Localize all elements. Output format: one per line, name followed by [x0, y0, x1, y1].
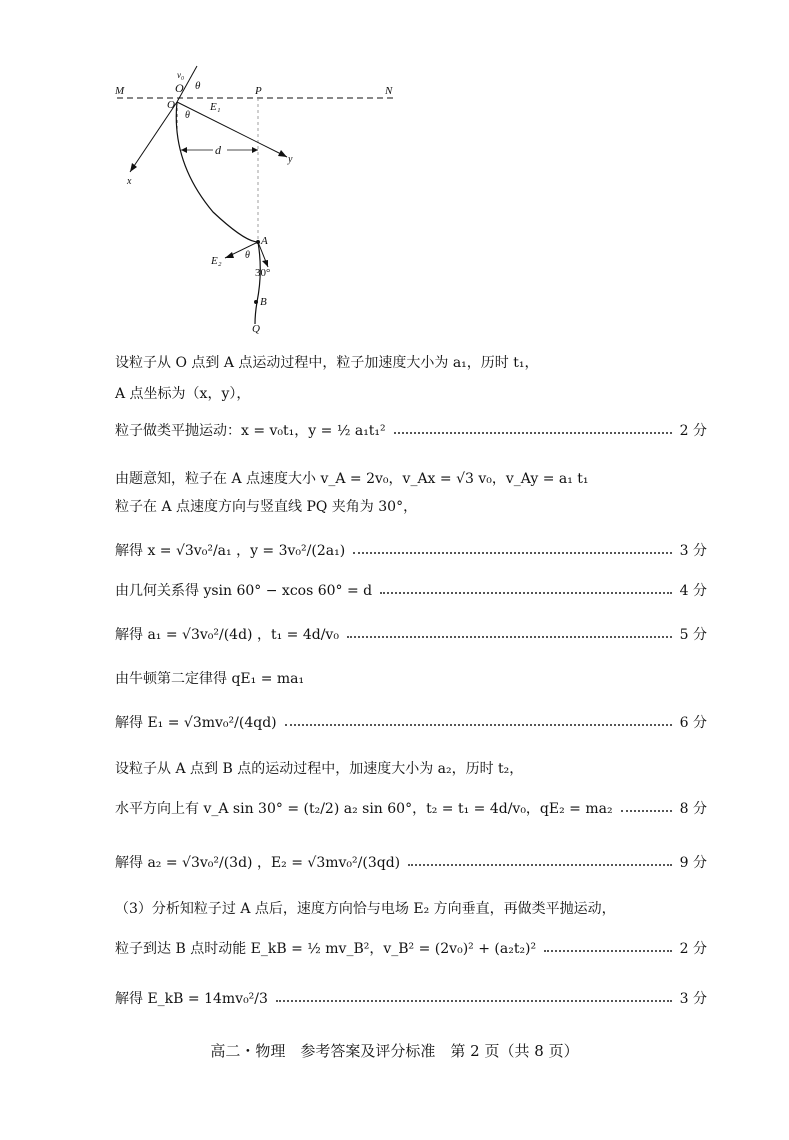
- row-text: 解得 E_kB = 14mv₀²/3: [115, 991, 268, 1007]
- text-line-1: 设粒子从 O 点到 A 点运动过程中，粒子加速度大小为 a₁，历时 t₁，: [115, 355, 539, 371]
- row-text: 解得 a₁ = √3v₀²/(4d) ，t₁ = 4d/v₀: [115, 627, 339, 643]
- dot-leader: [380, 592, 672, 594]
- row-score: 3 分: [679, 991, 707, 1007]
- label-q: Q: [252, 323, 260, 335]
- row-score: 2 分: [679, 941, 707, 957]
- row-text: 由牛顿第二定律得 qE₁ = ma₁: [115, 671, 305, 687]
- row-score: 3 分: [679, 543, 707, 559]
- row-score: 9 分: [679, 855, 707, 871]
- text-line-2: A 点坐标为（x，y），: [115, 386, 251, 402]
- row-text: 粒子做类平抛运动：x = v₀t₁，y = ½ a₁t₁²: [115, 423, 386, 439]
- row-text: 粒子在 A 点速度方向与竖直线 PQ 夹角为 30°，: [115, 499, 418, 515]
- row-score: 8 分: [679, 801, 707, 817]
- trajectory: [176, 102, 258, 242]
- label-p: P: [255, 85, 262, 97]
- row-score: 4 分: [679, 583, 707, 599]
- dot-leader: [408, 864, 672, 866]
- label-x: x: [127, 176, 132, 187]
- row-text: 解得 a₂ = √3v₀²/(3d) ，E₂ = √3mv₀²/(3qd): [115, 855, 401, 871]
- row-score: 5 分: [679, 627, 707, 643]
- label-theta-top: θ: [195, 80, 201, 92]
- solution-row: [115, 900, 707, 918]
- solution-row: [115, 714, 707, 732]
- solution-row: [115, 422, 707, 440]
- row-score: 2 分: [679, 423, 707, 439]
- dot-leader: [544, 950, 672, 952]
- row-text: 粒子到达 B 点时动能 E_kB = ½ mv_B²，v_B² = (2v₀)² + (a₂t₂)²: [115, 941, 537, 957]
- label-v0: v₀: [177, 70, 185, 80]
- label-theta-o: θ: [185, 110, 190, 121]
- row-text: 设粒子从 A 点到 B 点的运动过程中，加速度大小为 a₂，历时 t₂，: [115, 761, 524, 777]
- row-text: 由题意知，粒子在 A 点速度大小 v_A = 2v₀，v_Ax = √3 v₀，v_Ay = a₁ t₁: [115, 471, 589, 487]
- row-text: 解得 x = √3v₀²/a₁ ，y = 3v₀²/(2a₁): [115, 543, 346, 559]
- solution-row: [115, 760, 707, 778]
- label-e2: E₂: [211, 255, 222, 267]
- label-d: d: [215, 143, 221, 157]
- row-text: （3）分析知粒子过 A 点后，速度方向恰与电场 E₂ 方向垂直，再做类平抛运动，: [115, 901, 616, 917]
- solution-row: [115, 854, 707, 872]
- label-n: N: [385, 85, 393, 97]
- dot-leader: [276, 1000, 672, 1002]
- dot-leader: [394, 432, 672, 434]
- label-30deg: 30°: [255, 267, 271, 279]
- label-theta-a: θ: [245, 250, 250, 261]
- dot-leader: [353, 552, 671, 554]
- solution-row: [115, 940, 707, 958]
- label-b: B: [260, 296, 267, 308]
- label-o-prime: O: [167, 99, 175, 111]
- row-score: 6 分: [679, 715, 707, 731]
- solution-row: [115, 470, 707, 488]
- label-e1: E₁: [210, 101, 221, 113]
- row-text: 由几何关系得 ysin 60° − xcos 60° = d: [115, 583, 373, 599]
- solution-row: [115, 542, 707, 560]
- label-a: A: [261, 235, 268, 247]
- row-text: 解得 E₁ = √3mv₀²/(4qd): [115, 715, 277, 731]
- label-y: y: [288, 154, 293, 165]
- dot-leader: [347, 636, 672, 638]
- row-text: 水平方向上有 v_A sin 30° = (t₂/2) a₂ sin 60°，t₂ = t₁ = 4d/v₀，qE₂ = ma₂: [115, 801, 613, 817]
- dot-leader: [285, 724, 672, 726]
- label-m: M: [115, 85, 125, 97]
- page-footer: 高二・物理 参考答案及评分标准 第 2 页（共 8 页）: [210, 1042, 579, 1060]
- solution-row: [115, 498, 707, 516]
- solution-row: [115, 582, 707, 600]
- physics-diagram: [105, 62, 405, 342]
- solution-row: [115, 990, 707, 1008]
- solution-row: [115, 670, 707, 688]
- x-axis: [130, 102, 177, 172]
- solution-row: [115, 800, 707, 818]
- label-o: O: [175, 81, 184, 95]
- dot-leader: [621, 810, 672, 812]
- solution-row: [115, 626, 707, 644]
- y-axis: [177, 102, 287, 157]
